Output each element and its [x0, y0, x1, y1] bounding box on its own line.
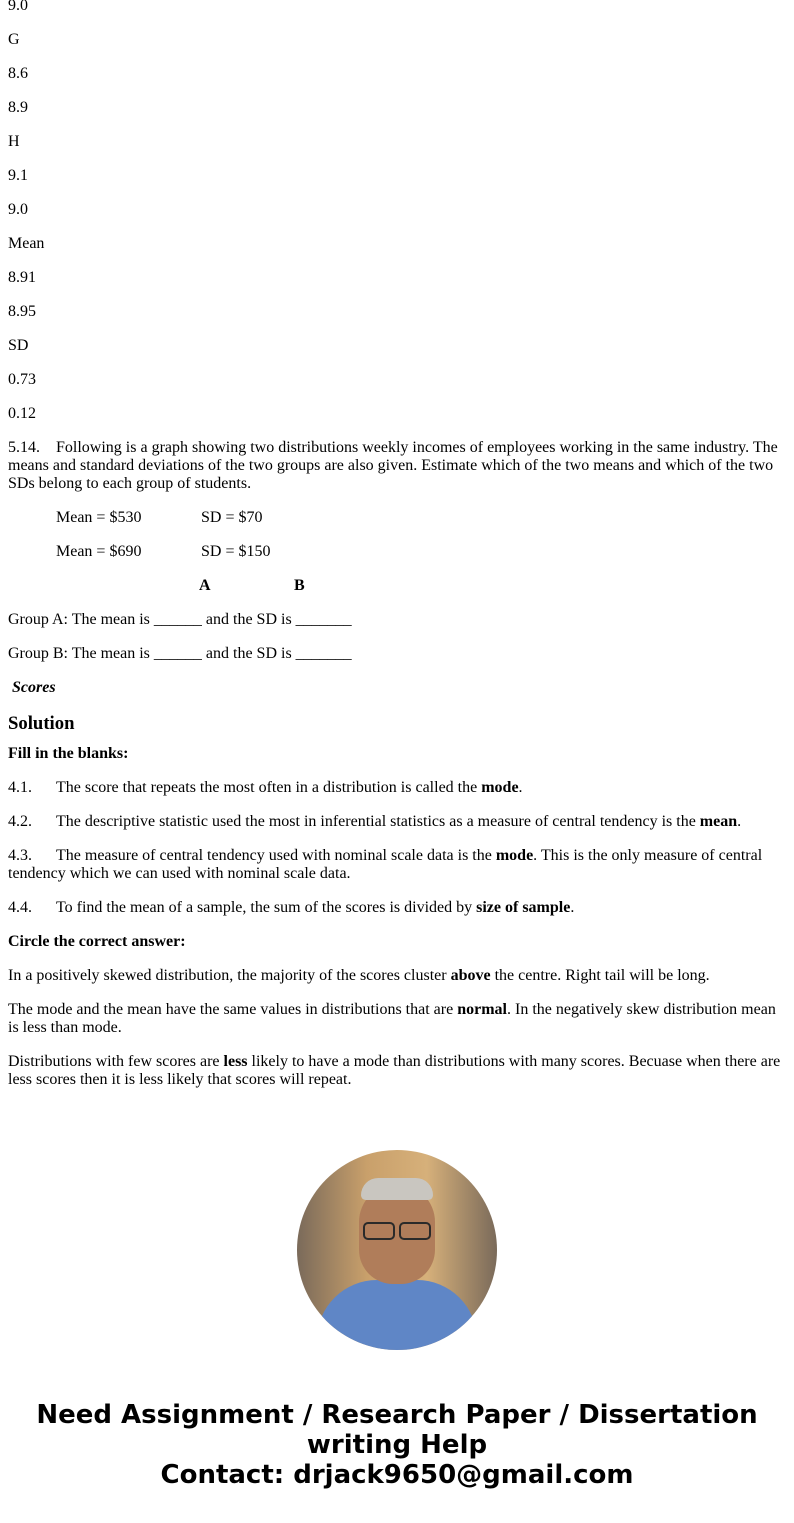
value-line: G — [8, 31, 20, 48]
value-line: 8.91 — [8, 269, 36, 286]
value-line: SD — [8, 337, 29, 354]
item-text: The score that repeats the most often in a distribution is called the — [56, 779, 482, 796]
value-line: 0.73 — [8, 371, 36, 388]
answer-item — [8, 1053, 786, 1089]
value-line: 9.1 — [8, 167, 28, 184]
item-answer: mode — [495, 847, 534, 864]
promo-contact[interactable]: Contact: drjack9650@gmail.com — [160, 1460, 634, 1490]
item-text-end: . — [570, 899, 575, 916]
promo-line-2: writing Help — [306, 1430, 488, 1460]
answer-text: The mode and the mean have the same values in distributions that are — [8, 1001, 458, 1018]
fill-heading: Fill in the blanks: — [8, 745, 129, 762]
fill-item — [8, 779, 786, 797]
value-line: H — [8, 133, 20, 150]
value-line: 8.95 — [8, 303, 36, 320]
value-line: Mean — [8, 235, 45, 252]
avatar-shirt — [317, 1280, 477, 1350]
promo-text — [0, 1400, 794, 1490]
value-line: 9.0 — [8, 0, 28, 14]
item-text-end: . — [737, 813, 742, 830]
item-text: The measure of central tendency used with nominal scale data is the — [56, 847, 496, 864]
answer-choice: normal — [457, 1001, 507, 1018]
answer-item — [8, 967, 786, 985]
answer-choice: above — [450, 967, 491, 984]
fill-item — [8, 847, 786, 883]
answer-choice: less — [223, 1053, 248, 1070]
question-paragraph — [8, 439, 786, 493]
solution-heading: Solution — [8, 713, 75, 734]
value-line: 9.0 — [8, 201, 28, 218]
value-line: 8.9 — [8, 99, 28, 116]
scores-label: Scores — [12, 679, 56, 696]
question-number: 5.14. — [8, 439, 40, 456]
answer-text: In a positively skewed distribution, the majority of the scores cluster — [8, 967, 451, 984]
author-avatar — [297, 1150, 497, 1350]
answer-text: Distributions with few scores are — [8, 1053, 224, 1070]
item-text: To find the mean of a sample, the sum of the scores is divided by — [56, 899, 477, 916]
answer-text-end: likely to have a mode than distributions with many scores. Becuase when there are less scores then it is less likely that scores will repeat. — [8, 1053, 781, 1088]
item-number: 4.3. — [8, 847, 32, 864]
promo-section — [0, 1150, 794, 1490]
item-answer: mode — [481, 779, 519, 796]
item-number: 4.1. — [8, 779, 32, 796]
group-label-a: A — [199, 577, 211, 594]
item-text: The descriptive statistic used the most in inferential statistics as a measure of central tendency is the — [56, 813, 700, 830]
fill-item — [8, 899, 786, 917]
sd-value: SD = $150 — [201, 543, 271, 560]
group-labels — [8, 577, 786, 595]
item-number: 4.4. — [8, 899, 32, 916]
fill-item — [8, 813, 786, 831]
promo-line-1: Need Assignment / Research Paper / Dissertation — [36, 1400, 758, 1430]
item-answer: mean — [699, 813, 738, 830]
value-line: 0.12 — [8, 405, 36, 422]
avatar-hair — [361, 1178, 433, 1200]
group-label-b: B — [294, 577, 305, 594]
item-text-end: . This is the only measure of central tendency which we can used with nominal scale data. — [8, 847, 763, 882]
group-a-blank: Group A: The mean is ______ and the SD is _______ — [8, 611, 352, 628]
item-answer: size of sample — [476, 899, 571, 916]
stats-row-2 — [8, 543, 786, 561]
answer-text-end: the centre. Right tail will be long. — [490, 967, 710, 984]
sd-value: SD = $70 — [201, 509, 263, 526]
mean-value: Mean = $690 — [56, 543, 142, 560]
mean-value: Mean = $530 — [56, 509, 142, 526]
stats-row-1 — [8, 509, 786, 527]
avatar-glasses — [361, 1222, 433, 1238]
item-text-end: . — [518, 779, 523, 796]
circle-heading: Circle the correct answer: — [8, 933, 186, 950]
document-body — [8, 0, 786, 1105]
value-line: 8.6 — [8, 65, 28, 82]
group-b-blank: Group B: The mean is ______ and the SD is _______ — [8, 645, 352, 662]
answer-text-end: . In the negatively skew distribution mean is less than mode. — [8, 1001, 776, 1036]
question-text: Following is a graph showing two distributions weekly incomes of employees working in the same industry. The means and standard deviations of the two groups are also given. Estimate which of the two means and which of the two SDs belong to each group of students. — [8, 439, 778, 492]
item-number: 4.2. — [8, 813, 32, 830]
answer-item — [8, 1001, 786, 1037]
